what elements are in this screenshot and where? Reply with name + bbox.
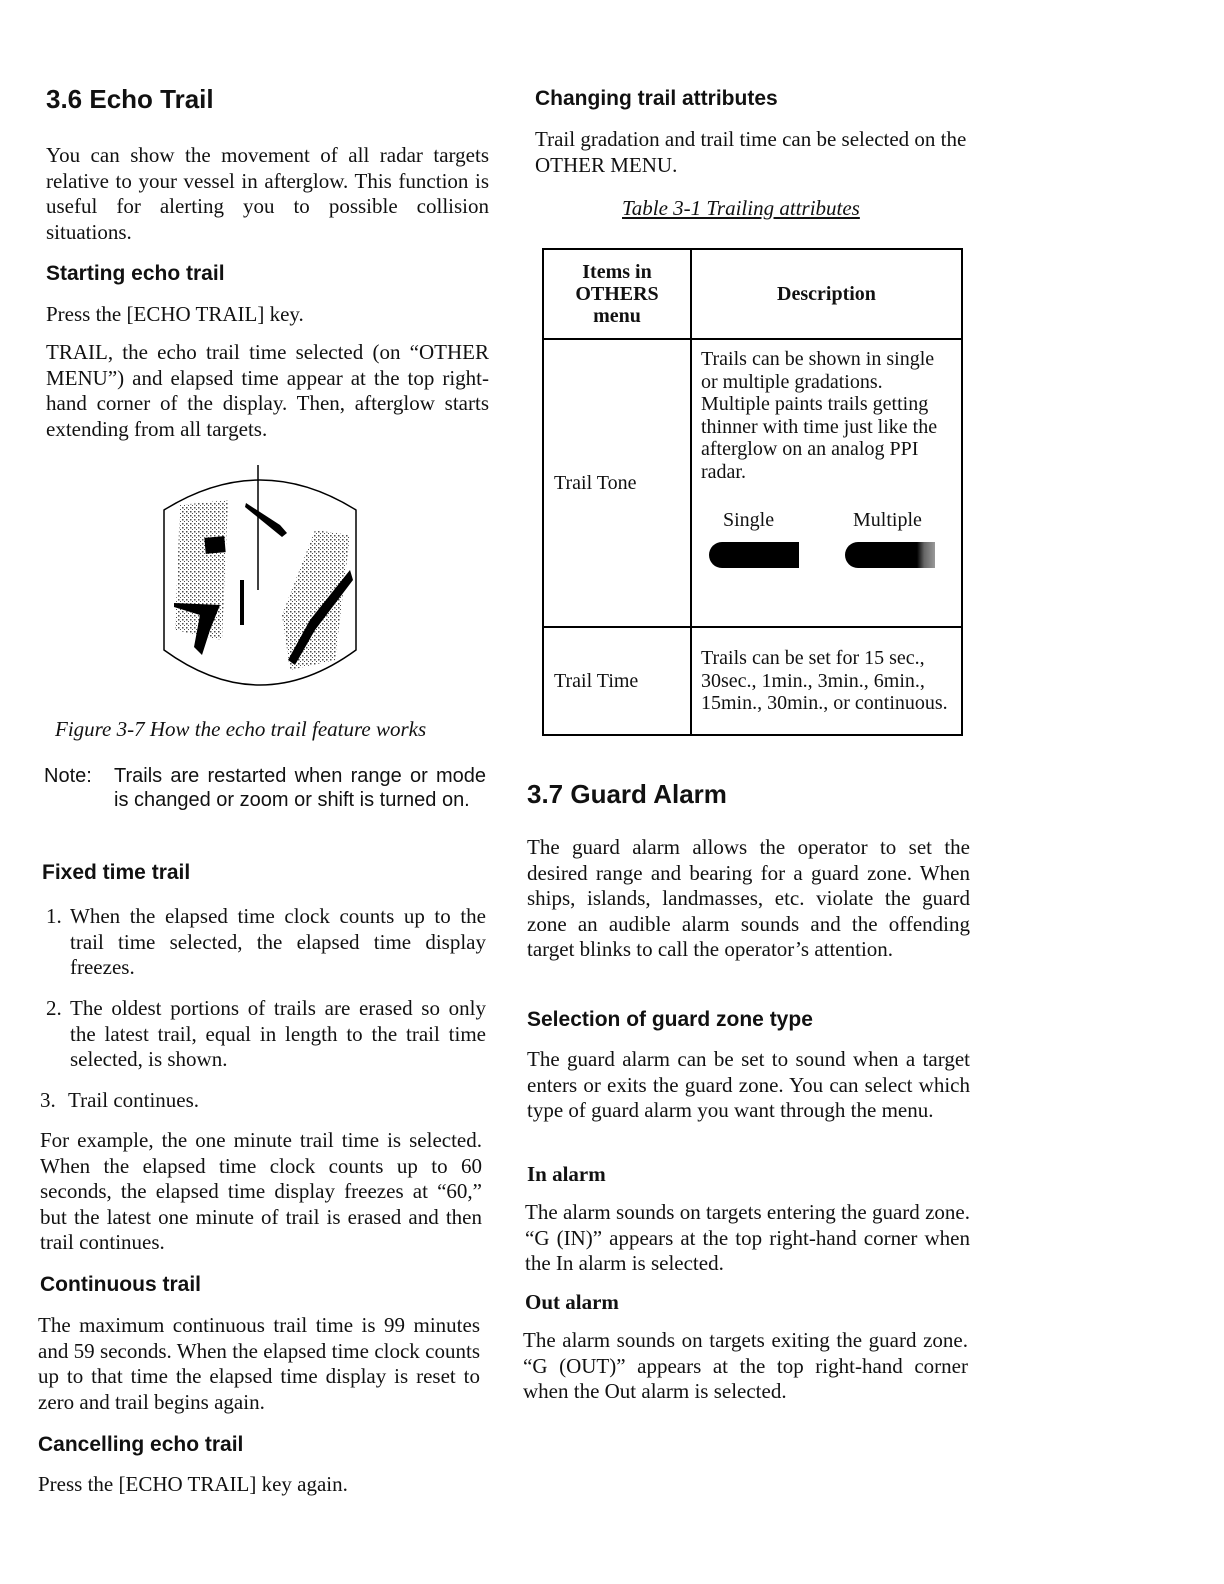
single-sample: [723, 509, 799, 568]
trailing-attributes-table: [542, 248, 963, 736]
list-item: [46, 904, 486, 981]
heading-out-alarm: Out alarm: [525, 1290, 619, 1314]
multiple-trail-icon: [845, 542, 935, 568]
figure-caption: Figure 3-7 How the echo trail feature works: [55, 717, 427, 741]
fixed-example: For example, the one minute trail time is selected. When the elapsed time clock counts up to 60 seconds, the elapsed time display freezes at “60,” but the latest one minute of trail is erased and then trail continues.: [40, 1128, 482, 1255]
section-title-echo-trail: 3.6 Echo Trail: [46, 84, 214, 114]
header-items-line: OTHERS: [575, 283, 659, 305]
note-text: Trails are restarted when range or mode is changed or zoom or shift is turned on.: [114, 765, 486, 811]
echo-trail-intro: You can show the movement of all radar targets relative to your vessel in afterglow. This function is useful for alerting you to possible collision situations.: [46, 143, 489, 244]
list-number: 1.: [46, 904, 62, 928]
starting-p2: TRAIL, the echo trail time selected (on “OTHER MENU”) and elapsed time appear at the top right-hand corner of the display. Then, afterglow starts extending from all targets.: [46, 340, 489, 441]
selection-text: The guard alarm can be set to sound when a target enters or exits the guard zone. You can select which type of guard alarm you want through the menu.: [527, 1047, 970, 1123]
cancelling-text: Press the [ECHO TRAIL] key again.: [38, 1472, 348, 1496]
list-text: When the elapsed time clock counts up to the trail time selected, the elapsed time display freezes.: [70, 904, 486, 980]
in-alarm-text: The alarm sounds on targets entering the guard zone. “G (IN)” appears at the top right-hand corner when the In alarm is selected.: [525, 1200, 970, 1276]
heading-selection-guard-zone: Selection of guard zone type: [527, 1008, 813, 1031]
starting-p1: Press the [ECHO TRAIL] key.: [46, 302, 304, 326]
row-item: Trail Tone: [543, 339, 691, 627]
header-items-line: Items in: [582, 261, 652, 283]
multiple-label: Multiple: [853, 509, 922, 531]
heading-cancelling-echo-trail: Cancelling echo trail: [38, 1433, 244, 1456]
list-number: 3.: [40, 1088, 56, 1112]
table-header-row: [543, 249, 962, 339]
single-trail-icon: [709, 542, 799, 568]
changing-text: Trail gradation and trail time can be selected on the OTHER MENU.: [535, 127, 967, 177]
heading-fixed-time-trail: Fixed time trail: [42, 861, 191, 884]
row-desc-text: Trails can be shown in single or multiple gradations. Multiple paints trails getting thinner with time just like the afterglow on an analog PPI radar.: [701, 348, 938, 483]
heading-continuous-trail: Continuous trail: [40, 1273, 201, 1296]
header-items-line: menu: [593, 305, 641, 327]
table-row: [543, 627, 962, 735]
out-alarm-text: The alarm sounds on targets exiting the guard zone. “G (OUT)” appears at the top right-hand corner when the Out alarm is selected.: [523, 1328, 968, 1404]
list-item: [40, 1088, 486, 1114]
echo-trail-figure: [150, 455, 370, 705]
tone-samples: [723, 509, 935, 568]
multiple-sample: [853, 509, 935, 568]
list-text: Trail continues.: [68, 1088, 200, 1112]
row-description: Trails can be set for 15 sec., 30sec., 1min., 3min., 6min., 15min., 30min., or continuous.: [691, 627, 962, 735]
section-title-guard-alarm: 3.7 Guard Alarm: [527, 779, 727, 809]
note-label: Note:: [44, 765, 92, 787]
row-item: Trail Time: [543, 627, 691, 735]
table-caption: Table 3-1 Trailing attributes: [622, 196, 860, 220]
heading-starting-echo-trail: Starting echo trail: [46, 262, 225, 285]
heading-changing-trail-attributes: Changing trail attributes: [535, 87, 778, 110]
list-item: [46, 996, 486, 1073]
list-number: 2.: [46, 996, 62, 1020]
guard-intro: The guard alarm allows the operator to set the desired range and bearing for a guard zone. When ships, islands, landmasses, etc. violate the guard zone an audible alarm sounds and the offending target blinks to call the operator’s attention.: [527, 835, 970, 962]
table-row: [543, 339, 962, 627]
row-description: [691, 339, 962, 627]
single-label: Single: [723, 509, 775, 531]
header-items: [543, 249, 691, 339]
header-description: Description: [691, 249, 962, 339]
list-text: The oldest portions of trails are erased so only the latest trail, equal in length to the trail time selected, is shown.: [70, 996, 486, 1072]
continuous-text: The maximum continuous trail time is 99 minutes and 59 seconds. When the elapsed time clock counts up to that time the elapsed time display is reset to zero and trail begins again.: [38, 1313, 480, 1414]
heading-in-alarm: In alarm: [527, 1162, 606, 1186]
